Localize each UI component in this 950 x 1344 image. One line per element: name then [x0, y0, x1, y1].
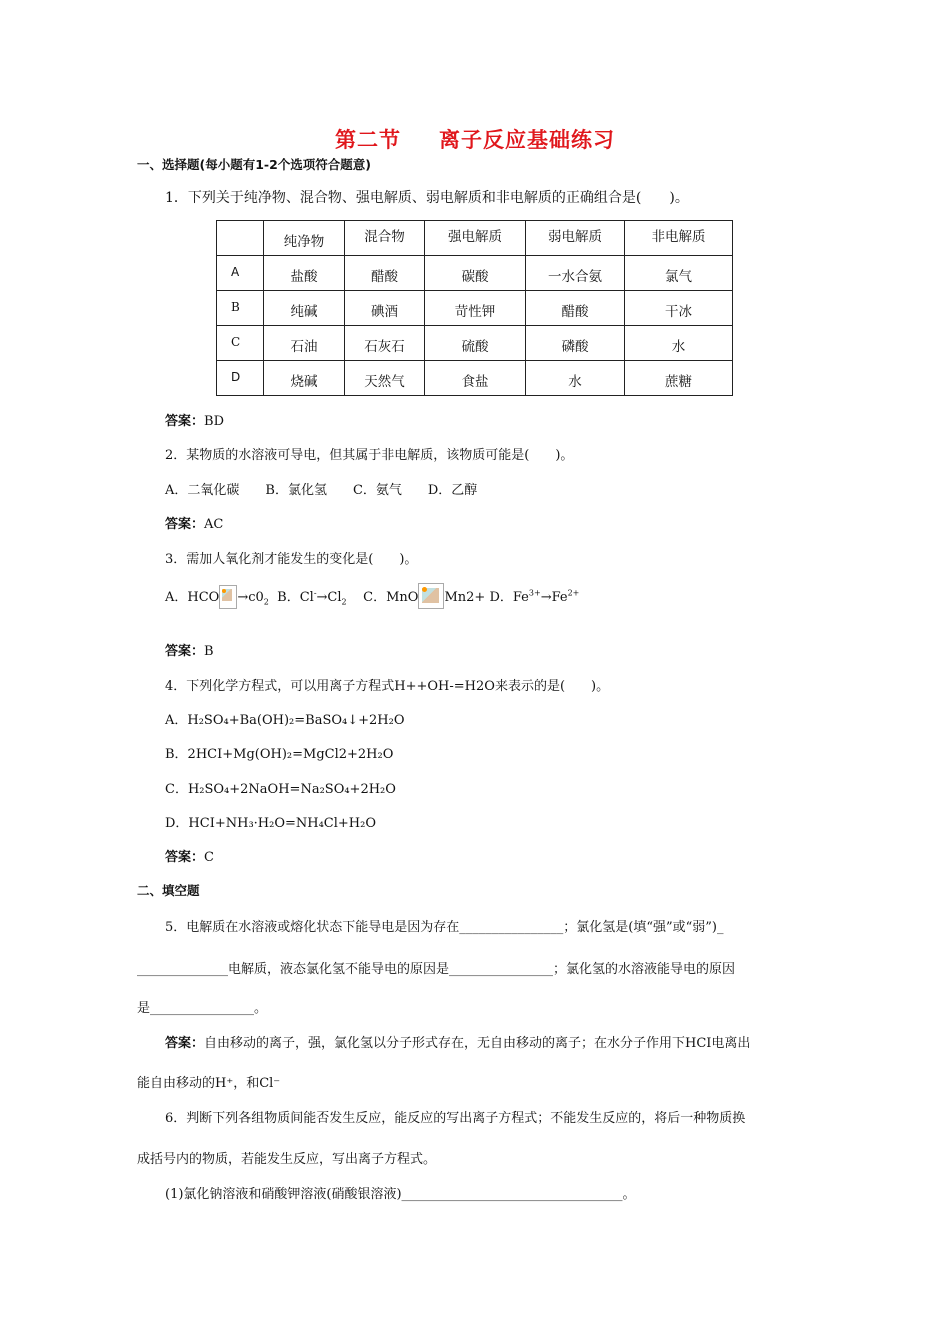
table-cell: 石油 [264, 326, 345, 361]
question-5-line-1: 5．电解质在水溶液或熔化状态下能导电是因为存在________________；氯化氢是(填“强”或“弱”)_ [165, 920, 724, 935]
table-cell: 干冰 [625, 291, 733, 326]
table-header-cell: 纯净物 [264, 221, 345, 256]
table-cell: 天然气 [345, 361, 425, 396]
table-cell: 碘酒 [345, 291, 425, 326]
answer-5-line-1 [165, 1032, 750, 1051]
question-1-stem: 1．下列关于纯净物、混合物、强电解质、弱电解质和非电解质的正确组合是( )。 [165, 190, 689, 206]
option-c-text: Mn2+ [444, 590, 486, 605]
table-cell: 蔗糖 [625, 361, 733, 396]
superscript: 3+ [528, 588, 541, 598]
broken-image-icon [219, 585, 237, 609]
table-cell: 石灰石 [345, 326, 425, 361]
table-row [217, 326, 733, 361]
question-5-line-3: 是________________。 [137, 1001, 268, 1016]
table-cell: D [217, 361, 264, 396]
table-cell: 一水合氨 [526, 256, 625, 291]
table-header-cell: 强电解质 [425, 221, 526, 256]
question-4-option-c: C．H₂SO₄+2NaOH=Na₂SO₄+2H₂O [165, 782, 396, 797]
table-row [217, 291, 733, 326]
answer-label: 答案： [165, 414, 205, 429]
table-row [217, 361, 733, 396]
option-a-text: →c0 [237, 590, 264, 605]
table-row [217, 256, 733, 291]
answer-value: C [204, 850, 214, 865]
answer-5-line-2: 能自由移动的H⁺，和Cl⁻ [137, 1076, 281, 1091]
question-3-stem: 3．需加人氧化剂才能发生的变化是( )。 [165, 552, 418, 567]
answer-label: 答案： [165, 850, 205, 865]
table-header-cell: 混合物 [345, 221, 425, 256]
title-section: 第二节 [335, 128, 401, 152]
option-b-text: →Cl [316, 590, 342, 605]
answer-value: 自由移动的离子，强，氯化氢以分子形式存在，无自由移动的离子；在水分子作用下HCI电离出 [204, 1036, 751, 1051]
table-cell: 盐酸 [264, 256, 345, 291]
table-cell: B [217, 291, 264, 326]
question-6-line-1: 6．判断下列各组物质间能否发生反应，能反应的写出离子方程式；不能发生反应的，将后一种物质换 [165, 1111, 746, 1126]
answer-value: AC [204, 517, 224, 532]
table-header-cell: 弱电解质 [526, 221, 625, 256]
question-4-option-a: A．H₂SO₄+Ba(OH)₂=BaSO₄↓+2H₂O [165, 713, 405, 728]
question-4-stem: 4．下列化学方程式，可以用离子方程式H++OH-=H2O来表示的是( )。 [165, 679, 610, 694]
answer-3 [165, 640, 214, 659]
broken-image-icon [418, 583, 444, 609]
answer-4 [165, 846, 214, 865]
table-cell: 碳酸 [425, 256, 526, 291]
answer-label: 答案： [165, 517, 205, 532]
title-topic: 离子反应基础练习 [439, 128, 615, 152]
question-6-item-1: (1)氯化钠溶液和硝酸钾溶液(硝酸银溶液)__________________________________。 [165, 1187, 636, 1202]
option-a-text: A．HCO [165, 590, 220, 605]
question-3-options [165, 583, 579, 609]
question-4-option-d: D．HCI+NH₃·H₂O=NH₄Cl+H₂O [165, 816, 377, 831]
subscript: 2 [263, 597, 269, 607]
table-cell: A [217, 256, 264, 291]
table-cell: 水 [625, 326, 733, 361]
table-cell: 苛性钾 [425, 291, 526, 326]
table-cell: 醋酸 [345, 256, 425, 291]
option-c-text: C．MnO [363, 590, 419, 605]
table-header-cell: 非电解质 [625, 221, 733, 256]
question-6-line-2: 成括号内的物质，若能发生反应，写出离子方程式。 [137, 1152, 437, 1167]
table-cell: 纯碱 [264, 291, 345, 326]
option-d-text: →Fe [540, 590, 568, 605]
answer-2 [165, 513, 223, 532]
answer-label: 答案： [165, 1036, 205, 1051]
question-4-option-b: B．2HCI+Mg(OH)₂=MgCl2+2H₂O [165, 747, 394, 762]
table-cell: 食盐 [425, 361, 526, 396]
question-2-stem: 2．某物质的水溶液可导电，但其属于非电解质，该物质可能是( )。 [165, 448, 574, 463]
table-cell: 水 [526, 361, 625, 396]
section-heading-fill: 二、填空题 [137, 883, 200, 898]
superscript: - [313, 588, 317, 598]
page-title [0, 124, 950, 154]
question-2-options: A．二氧化碳 B．氯化氢 C．氨气 D．乙醇 [165, 483, 478, 498]
table-cell: 磷酸 [526, 326, 625, 361]
question-1-table [216, 220, 733, 396]
table-cell: C [217, 326, 264, 361]
table-cell: 硫酸 [425, 326, 526, 361]
option-d-text: D．Fe [489, 590, 529, 605]
option-b-text: B．Cl [277, 590, 314, 605]
answer-value: BD [204, 414, 224, 429]
table-cell: 烧碱 [264, 361, 345, 396]
answer-value: B [204, 644, 214, 659]
table-cell: 氯气 [625, 256, 733, 291]
table-header-row [217, 221, 733, 256]
answer-label: 答案： [165, 644, 205, 659]
subscript: 2 [341, 597, 347, 607]
section-heading-choice: 一、选择题(每小题有1-2个选项符合题意) [137, 157, 372, 172]
table-header-cell [217, 221, 264, 256]
superscript: 2+ [567, 588, 580, 598]
question-5-line-2: ______________电解质，液态氯化氢不能导电的原因是________________；氯化氢的水溶液能导电的原因 [137, 962, 736, 977]
table-cell: 醋酸 [526, 291, 625, 326]
answer-1 [165, 410, 224, 429]
